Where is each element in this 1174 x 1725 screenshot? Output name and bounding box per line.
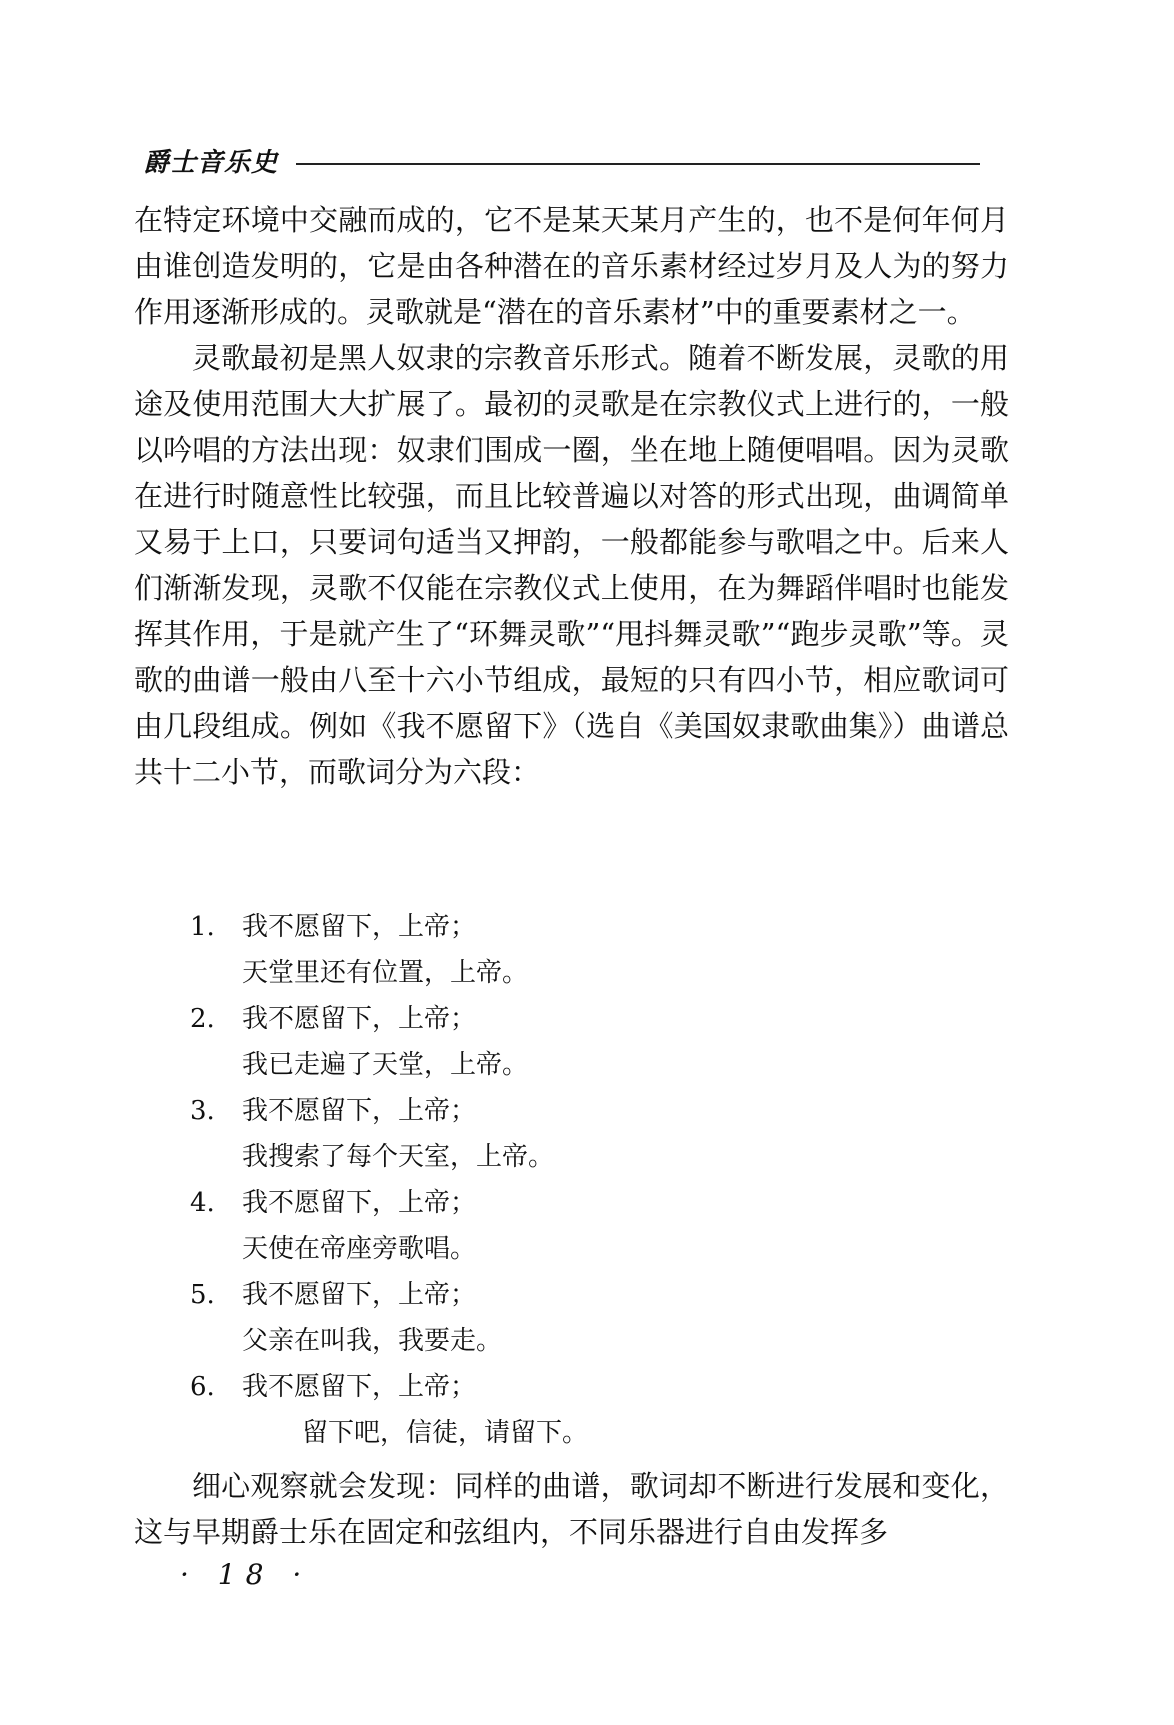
verse-number: 2. <box>190 1004 215 1034</box>
verse-text: 我不愿留下，上帝； <box>242 1280 477 1310</box>
verse-4-line-1 <box>190 1180 810 1226</box>
verse-5-line-1 <box>190 1272 810 1318</box>
verse-5-line-2: 父亲在叫我，我要走。 <box>242 1326 503 1356</box>
verse-2-line-1 <box>190 996 810 1042</box>
running-title: 爵士音乐史 <box>143 148 279 178</box>
paragraph-observation: 细心观察就会发现：同样的曲谱，歌词却不断进行发展和变化，这与早期爵士乐在固定和弦组内，不同乐器进行自由发挥多 <box>134 1469 1009 1549</box>
verse-2-line-2: 我已走遍了天堂，上帝。 <box>242 1050 529 1080</box>
verse-number: 6. <box>190 1372 215 1402</box>
verse-6-line-2: 留下吧，信徒，请留下。 <box>302 1418 589 1448</box>
verse-3-line-2: 我搜索了每个天室，上帝。 <box>242 1142 555 1172</box>
verse-1-line-1 <box>190 904 810 950</box>
lyrics-list <box>190 904 810 1456</box>
paragraph-continued: 在特定环境中交融而成的，它不是某天某月产生的，也不是何年何月由谁创造发明的，它是由各种潜在的音乐素材经过岁月及人为的努力作用逐渐形成的。灵歌就是“潜在的音乐素材”中的重要素材之一。 <box>134 203 1009 329</box>
verse-text: 我不愿留下，上帝； <box>242 1096 477 1126</box>
verse-text: 我不愿留下，上帝； <box>242 1004 477 1034</box>
header-rule <box>296 163 980 165</box>
page-number: · 18 · <box>180 1558 312 1591</box>
running-head <box>143 146 983 180</box>
verse-4-line-2: 天使在帝座旁歌唱。 <box>242 1234 477 1264</box>
closing-text <box>134 1463 1009 1555</box>
verse-3-line-1 <box>190 1088 810 1134</box>
verse-text: 我不愿留下，上帝； <box>242 912 477 942</box>
verse-number: 4. <box>190 1188 215 1218</box>
verse-text: 我不愿留下，上帝； <box>242 1372 477 1402</box>
verse-number: 3. <box>190 1096 215 1126</box>
verse-1-line-2: 天堂里还有位置，上帝。 <box>242 958 529 988</box>
paragraph-spirituals: 灵歌最初是黑人奴隶的宗教音乐形式。随着不断发展，灵歌的用途及使用范围大大扩展了。最初的灵歌是在宗教仪式上进行的，一般以吟唱的方法出现：奴隶们围成一圈，坐在地上随便唱唱。因为灵歌在进行时随意性比较强，而且比较普遍以对答的形式出现，曲调简单又易于上口，只要词句适当又押韵，一般都能参与歌唱之中。后来人们渐渐发现，灵歌不仅能在宗教仪式上使用，在为舞蹈伴唱时也能发挥其作用，于是就产生了“环舞灵歌”“甩抖舞灵歌”“跑步灵歌”等。灵歌的曲谱一般由八至十六小节组成，最短的只有四小节，相应歌词可由几段组成。例如《我不愿留下》（选自《美国奴隶歌曲集》）曲谱总共十二小节，而歌词分为六段： <box>134 341 1009 789</box>
body-text <box>134 197 1009 795</box>
verse-text: 我不愿留下，上帝； <box>242 1188 477 1218</box>
verse-6-line-1 <box>190 1364 810 1410</box>
verse-number: 1. <box>190 912 215 942</box>
verse-number: 5. <box>190 1280 215 1310</box>
